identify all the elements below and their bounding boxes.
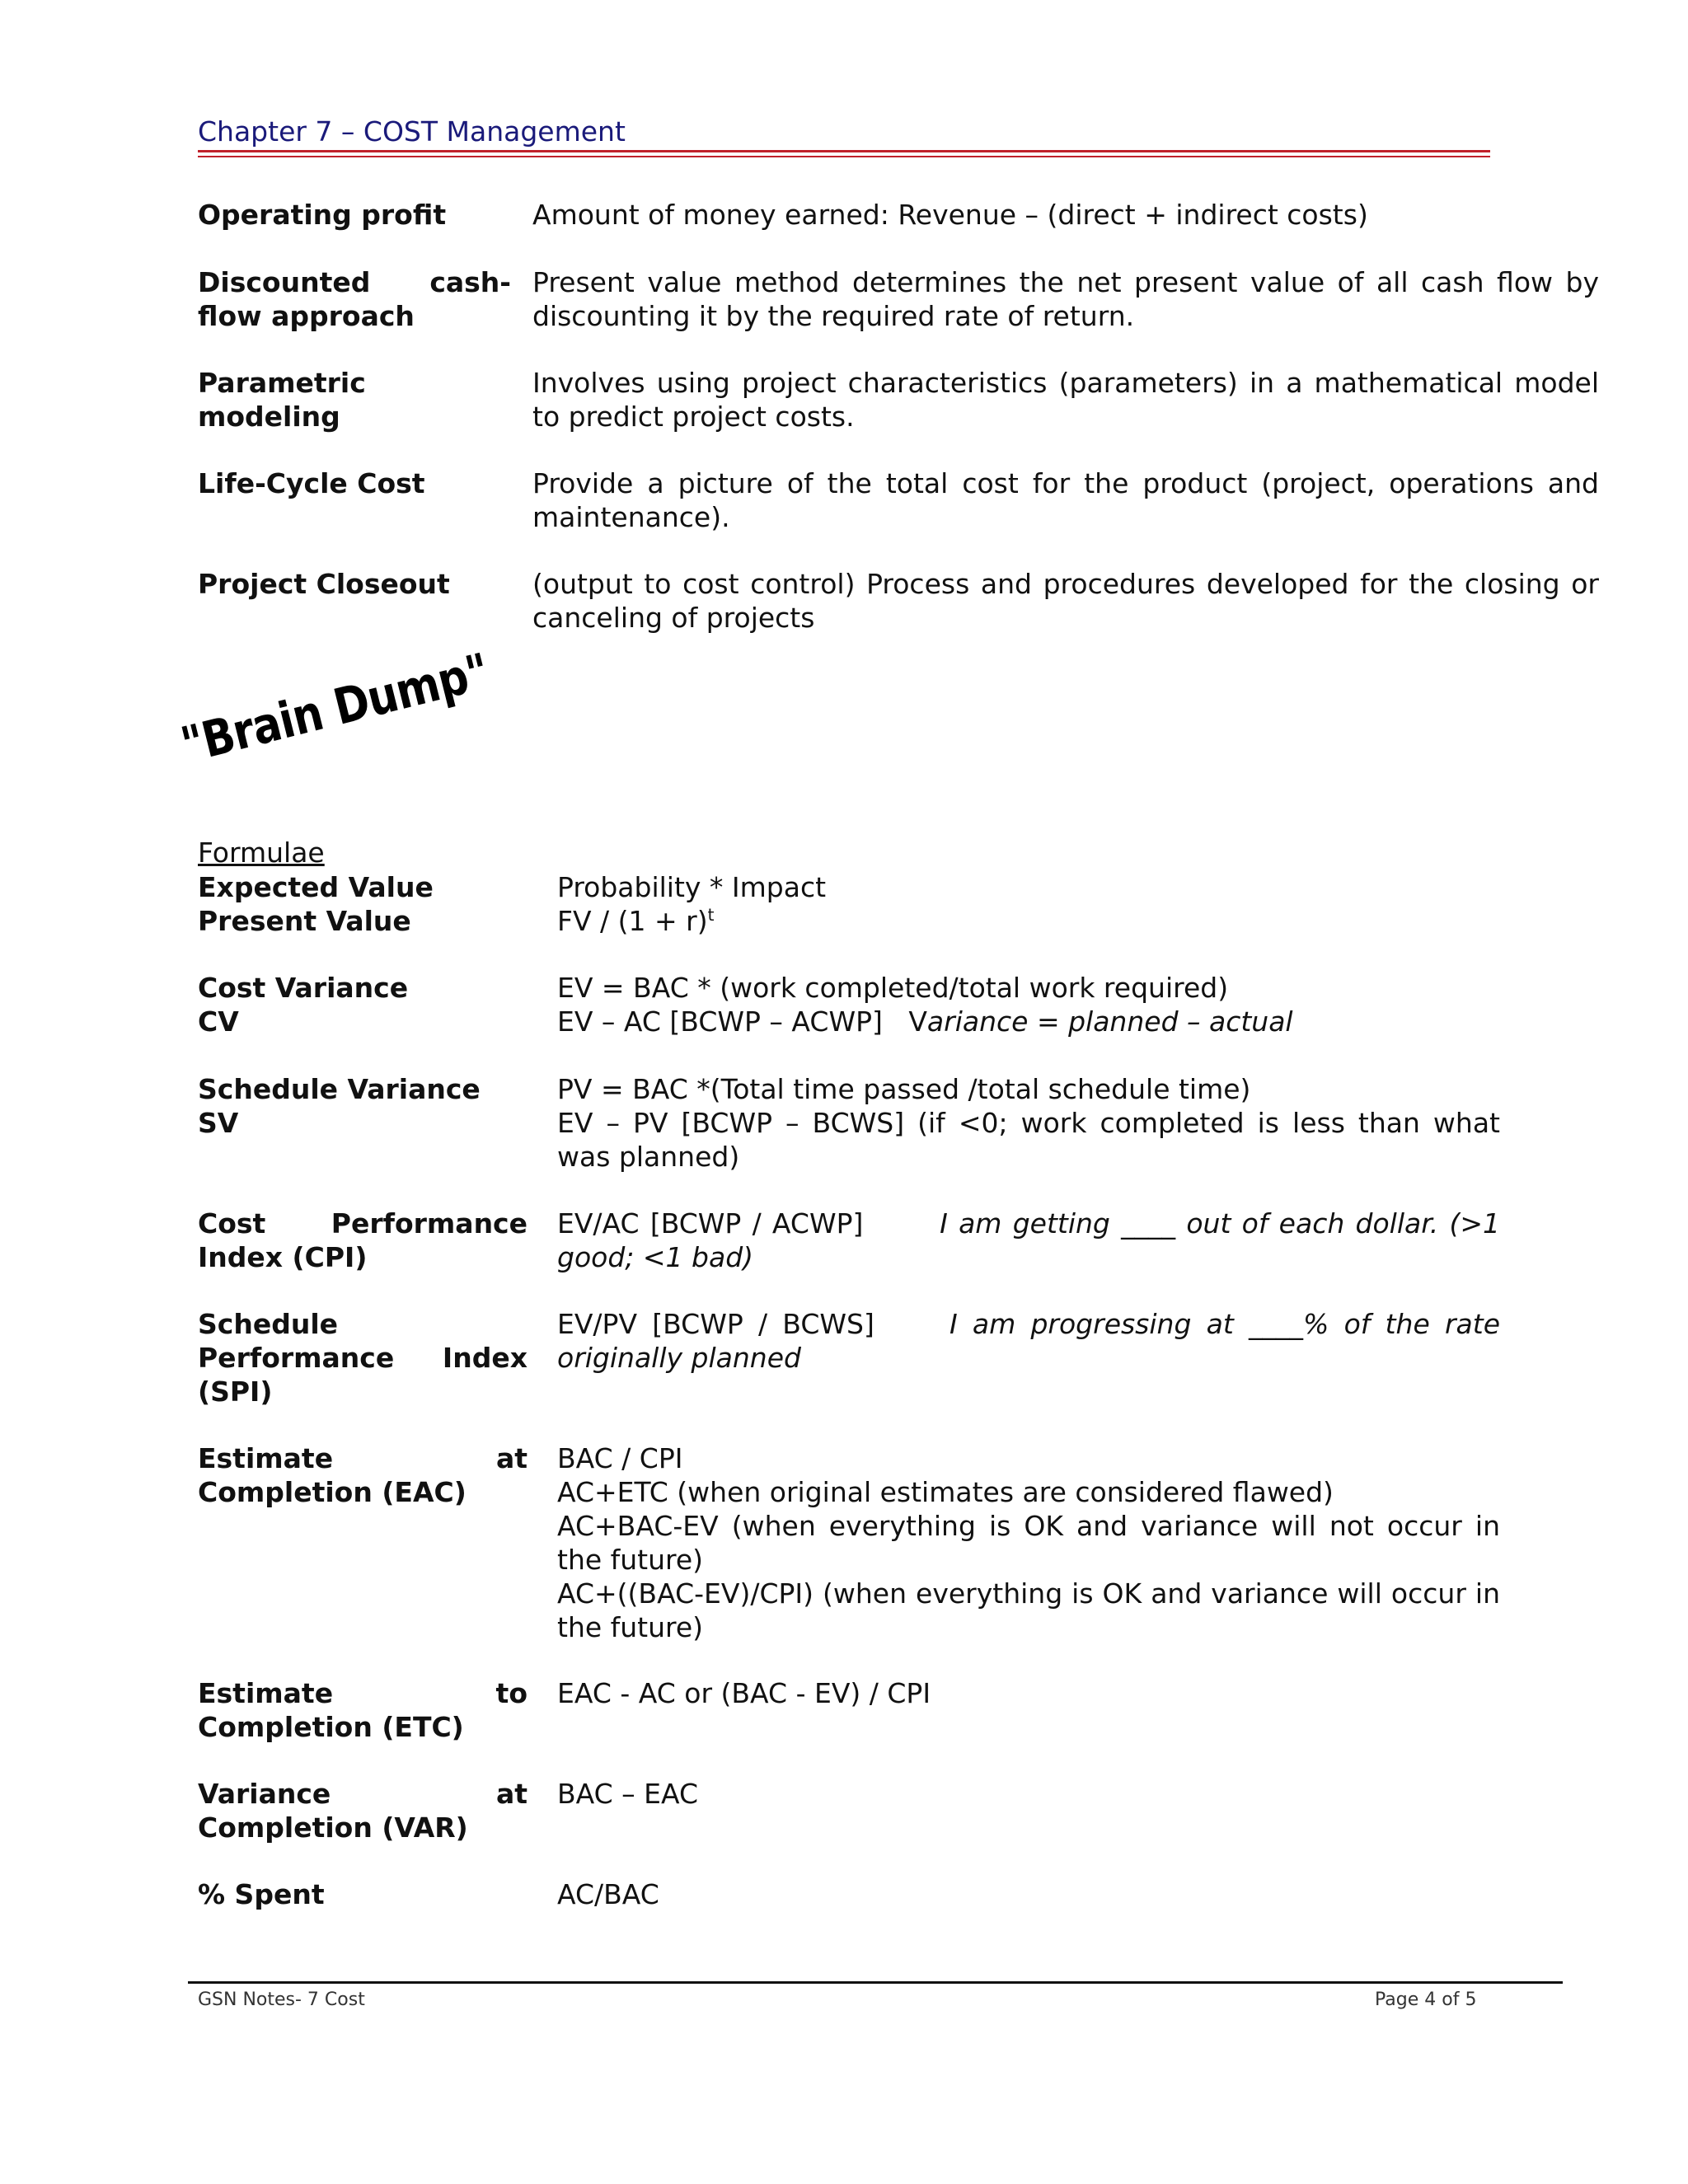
formula-spi: EV/PV [BCWP / BCWS] I am progressing at ____% of the rate originally planned [557, 1308, 1501, 1374]
formula-expected-value: Probability * Impact [557, 871, 827, 903]
formula-etc: EAC - AC or (BAC - EV) / CPI [557, 1677, 931, 1709]
term-percent-spent: % Spent [198, 1878, 325, 1910]
brain-dump-title: "Brain Dump" [176, 642, 495, 775]
footer-doc-name: GSN Notes- 7 Cost [198, 1990, 365, 2010]
formula-eac-line3: AC+BAC-EV (when everything is OK and variance will not occur in the future) [557, 1510, 1500, 1576]
term-discounted-cash-flow: Discounted cash-flow approach [198, 266, 511, 332]
formula-eac-line1: BAC / CPI [557, 1442, 683, 1474]
formula-cv-line1: EV = BAC * (work completed/total work required) [557, 972, 1229, 1004]
formula-eac-line4: AC+((BAC-EV)/CPI) (when everything is OK and variance will occur in the future) [557, 1577, 1500, 1643]
term-sv: SV [198, 1107, 239, 1139]
formula-percent-spent: AC/BAC [557, 1878, 659, 1910]
formula-present-value: FV / $(1 + r)^t$ [557, 905, 715, 937]
formulae-heading: Formulae [198, 837, 325, 869]
footer-page-number: Page 4 of 5 [1375, 1990, 1477, 2010]
term-etc: Estimate to Completion (ETC) [198, 1677, 528, 1743]
def-parametric-modeling: Involves using project characteristics (parameters) in a mathematical model to predict project costs. [532, 367, 1599, 433]
term-expected-value: Expected Value [198, 871, 434, 903]
term-present-value: Present Value [198, 905, 411, 937]
def-project-closeout: (output to cost control) Process and procedures developed for the closing or canceling of projects [532, 568, 1599, 634]
formula-sv-line1: PV = BAC *(Total time passed /total schedule time) [557, 1073, 1251, 1105]
term-var: Variance at Completion (VAR) [198, 1778, 528, 1844]
def-operating-profit: Amount of money earned: Revenue – (direct + indirect costs) [532, 199, 1368, 231]
formula-sv-line2: EV – PV [BCWP – BCWS] (if <0; work completed is less than what was planned) [557, 1107, 1500, 1173]
term-parametric-modeling: Parametric modeling [198, 367, 366, 433]
formula-eac-line2: AC+ETC (when original estimates are considered flawed) [557, 1476, 1334, 1508]
term-cpi: Cost Performance Index (CPI) [198, 1207, 528, 1273]
header-rule-top [198, 150, 1490, 152]
formula-eac [557, 1441, 1500, 1644]
header-rule-bottom [198, 156, 1490, 157]
term-spi: Schedule Performance Index (SPI) [198, 1308, 528, 1408]
def-life-cycle-cost: Provide a picture of the total cost for the product (project, operations and maintenance). [532, 467, 1599, 533]
formula-cv-line2: EV – AC [BCWP – ACWP] Variance = planned – actual [557, 1005, 1293, 1038]
chapter-title: Chapter 7 – COST Management [198, 115, 626, 148]
term-operating-profit: Operating profit [198, 199, 447, 231]
term-project-closeout: Project Closeout [198, 568, 450, 600]
term-eac: Estimate at Completion (EAC) [198, 1442, 528, 1508]
term-schedule-variance: Schedule Variance [198, 1073, 481, 1105]
formula-cpi: EV/AC [BCWP / ACWP] I am getting ____ out of each dollar. (>1 good; <1 bad) [557, 1207, 1501, 1273]
term-cost-variance: Cost Variance [198, 972, 409, 1004]
def-discounted-cash-flow: Present value method determines the net present value of all cash flow by discounting it by the required rate of return. [532, 266, 1599, 332]
formula-var: BAC – EAC [557, 1778, 699, 1810]
term-cv: CV [198, 1005, 239, 1038]
footer-rule [188, 1981, 1563, 1984]
exponent-t: t [707, 905, 715, 925]
term-life-cycle-cost: Life-Cycle Cost [198, 467, 425, 499]
